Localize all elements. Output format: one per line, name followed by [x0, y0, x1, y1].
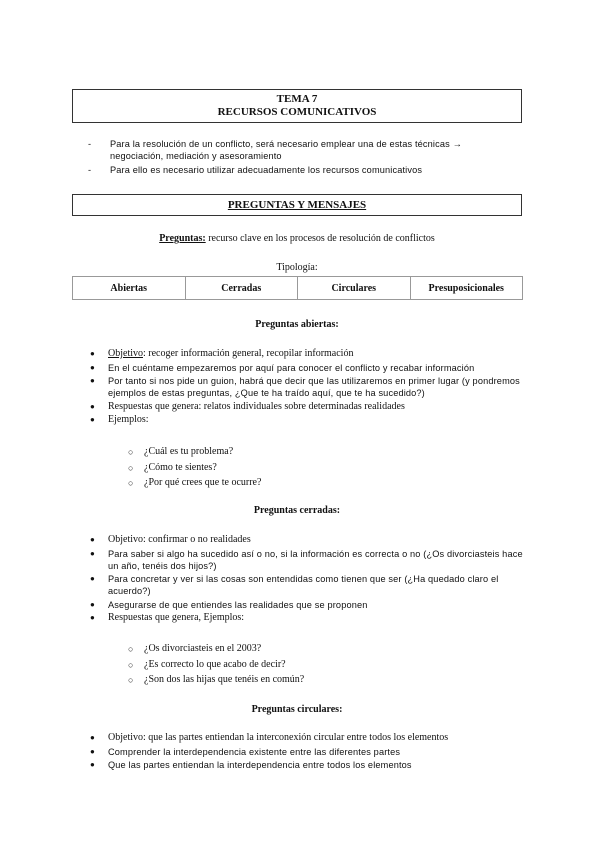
bullet-marker: ● [90, 599, 95, 609]
circle-marker: ○ [128, 659, 134, 670]
abiertas-list [88, 348, 528, 428]
table-cell: Presuposicionales [410, 277, 523, 300]
cerradas-ejemplos [128, 643, 304, 690]
bullet-marker: ● [90, 574, 95, 583]
table-cell: Cerradas [185, 277, 298, 300]
list-item: ● Para saber si algo ha sucedido así o no, si la información es correcta o no (¿Os divorciasteis hace un año, tenéis dos hijos?) [90, 548, 523, 571]
intro-list [88, 138, 508, 178]
dash-marker: - [88, 139, 92, 149]
bullet-marker: ● [90, 746, 95, 756]
list-item: ● Asegurarse de que entiendes las realidades que se proponen [90, 599, 368, 610]
preguntas-definition [72, 233, 522, 244]
list-item: ● Respuestas que genera, Ejemplos: [90, 612, 245, 623]
list-item: ● Objetivo: recoger información general, recopilar información [90, 348, 354, 359]
bullet-marker: ● [90, 548, 95, 558]
bullet-marker: ● [90, 376, 95, 385]
list-item: ○ ¿Cómo te sientes? [128, 461, 217, 473]
list-item: ● En el cuéntame empezaremos por aquí para conocer el conflicto y recabar información [90, 362, 475, 373]
preguntas-text: recurso clave en los procesos de resolución de conflictos [205, 233, 435, 244]
list-item: ● Comprender la interdependencia existente entre las diferentes partes [90, 746, 401, 757]
abiertas-heading: Preguntas abiertas: [255, 319, 339, 330]
cerradas-list [88, 534, 528, 626]
bullet-marker: ● [90, 362, 95, 372]
circulares-list [88, 732, 528, 773]
bullet-marker: ● [90, 760, 95, 769]
list-item: ○ ¿Son dos las hijas que tenéis en común? [128, 674, 305, 685]
list-item: ● Objetivo: confirmar o no realidades [90, 534, 251, 545]
list-item: ● Que las partes entiendan la interdependencia entre todos los elementos [90, 760, 412, 770]
bullet-marker: ● [90, 613, 95, 622]
abiertas-ejemplos [128, 446, 261, 493]
circle-marker: ○ [128, 675, 134, 685]
list-item: - Para ello es necesario utilizar adecuadamente los recursos comunicativos [88, 165, 423, 175]
bullet-marker: ● [90, 415, 95, 424]
page-subtitle: RECURSOS COMUNICATIVOS [217, 106, 377, 118]
list-item: - Para la resolución de un conflicto, será necesario emplear una de estas técnicas → negociación, mediación y asesoramiento [88, 139, 462, 161]
dash-marker: - [88, 165, 92, 175]
table-cell: Abiertas [73, 277, 186, 300]
tipologia-label: Tipología: [276, 262, 318, 273]
section-title-box [72, 194, 522, 216]
tipologia-table [72, 276, 523, 300]
table-row [73, 277, 523, 300]
section-title: PREGUNTAS Y MENSAJES [227, 199, 367, 211]
cerradas-heading: Preguntas cerradas: [253, 505, 341, 516]
list-item: ● Por tanto si nos pide un guion, habrá que decir que las utilizaremos en primer lugar (y pondremos ejemplos de estas preguntas, ¿Que te ha traído aquí, que te ha sucedido?) [90, 376, 520, 398]
list-item: ● Ejemplos: [90, 414, 149, 425]
page-title: TEMA 7 [276, 93, 318, 105]
bullet-marker: ● [90, 733, 95, 742]
bullet-marker: ● [90, 535, 95, 544]
list-item: ○ ¿Por qué crees que te ocurre? [128, 477, 262, 488]
bullet-marker: ● [90, 349, 95, 358]
list-item: ● Respuestas que genera: relatos individuales sobre determinadas realidades [90, 400, 405, 412]
bullet-marker: ● [90, 401, 95, 411]
list-item: ○ ¿Es correcto lo que acabo de decir? [128, 658, 286, 670]
list-item: ● Objetivo: que las partes entiendan la interconexión circular entre todos los elementos [90, 732, 449, 743]
table-cell: Circulares [298, 277, 411, 300]
circle-marker: ○ [128, 644, 134, 654]
list-item: ● Para concretar y ver si las cosas son entendidas como tienen que ser (¿Ha quedado claro el acuerdo?) [90, 574, 499, 596]
preguntas-label: Preguntas: [159, 233, 206, 244]
title-box [72, 89, 522, 123]
list-item: ○ ¿Os divorciasteis en el 2003? [128, 643, 262, 654]
circle-marker: ○ [128, 478, 134, 488]
circle-marker: ○ [128, 447, 134, 457]
list-item: ○ ¿Cuál es tu problema? [128, 446, 234, 457]
circulares-heading: Preguntas circulares: [251, 704, 343, 715]
circle-marker: ○ [128, 462, 134, 473]
